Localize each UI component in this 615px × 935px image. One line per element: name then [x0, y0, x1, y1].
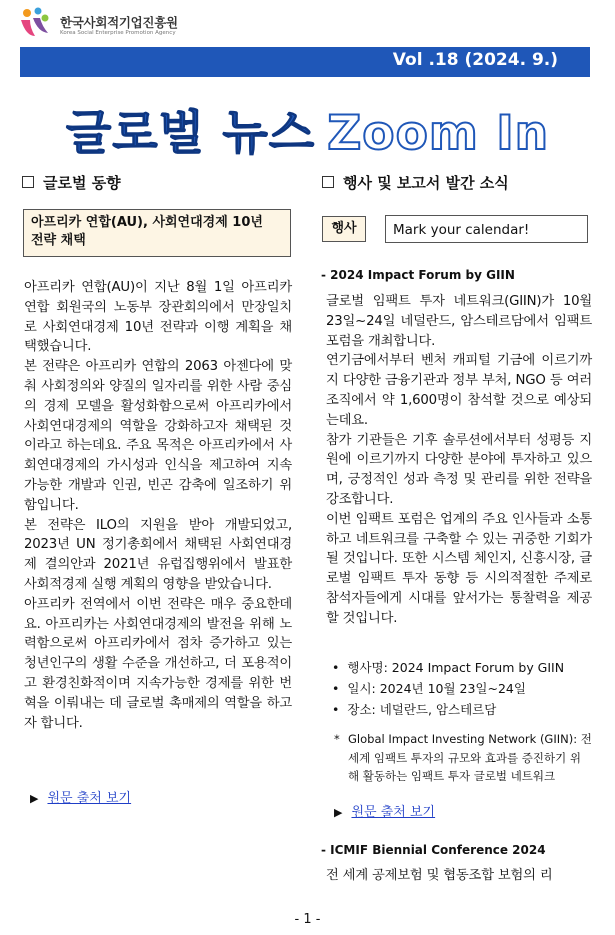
paragraph: 아프리카 전역에서 이번 전략은 매우 중요한데요. 아프리카는 사회연대경제의 발전을 위해 노력함으로써 아프리카에서 점차 증가하고 있는 청년인구의 생활 수준을 개선하고, 더 포용적이고 환경친화적이며 지속가능한 경제를 위한 번혁을 이뤄내는 데 글로벌 촉매제의 역할을 하고자 합니다.: [24, 596, 292, 731]
source-link-right[interactable]: 원문 출처 보기: [351, 805, 436, 820]
event-details-list: [332, 657, 564, 720]
event-title-giin: - 2024 Impact Forum by GIIN: [321, 268, 515, 282]
article-title: 아프리카 연합(AU), 사회연대경제 10년 전략 채택: [23, 209, 291, 257]
org-name: 한국사회적기업진흥원: [60, 15, 178, 30]
list-item: • 행사명: 2024 Impact Forum by GIIN: [332, 657, 564, 678]
section-heading-global-trends: 글로벌 동향: [22, 172, 121, 193]
org-subtitle: Korea Social Enterprise Promotion Agency: [60, 30, 176, 36]
triangle-right-icon: ▶: [30, 792, 39, 805]
checkbox-square-icon: [22, 176, 34, 188]
paragraph: 이번 임팩트 포럼은 업계의 주요 인사들과 소통하고 네트워크를 구축할 수 있는 귀중한 기회가 될 것입니다. 또한 시스템 체인지, 신흥시장, 글로벌 임팩트 투자 동향 등 시의적절한 주제로 참석자들에게 시대를 앞서가는 통찰력을 제공할 것입니다.: [326, 511, 592, 626]
paragraph: 글로벌 임팩트 투자 네트워크(GIIN)가 10월 23일~24일 네덜란드, 암스테르담에서 임팩트 포럼을 개최합니다.: [326, 294, 592, 349]
paragraph: 참가 기관들은 기후 솔루션에서부터 성평등 지원에 이르기까지 다양한 분야에 투자하고 있으며, 긍정적인 성과 측정 및 관리를 위한 전략을 강조합니다.: [326, 432, 592, 507]
event-tag: 행사: [322, 216, 366, 242]
section-heading-events: 행사 및 보고서 발간 소식: [322, 172, 509, 193]
source-link-row-left: [30, 787, 131, 806]
kosea-emblem-icon: [18, 6, 52, 40]
paragraph: 본 전략은 아프리카 연합의 2063 아젠다에 맞춰 사회정의와 양질의 일자리를 위한 사람 중심의 경제 모델을 활성화함으로써 아프리카에서 사회연대경제의 역할을 강화하고자 채택된 것이라고 하는데요. 주요 목적은 아프리카에서 사회연대경제의 가시성과 인식을 제고하여 지속가능한 개발과 인권, 빈곤 감축에 일조하기 위함입니다.: [24, 359, 292, 513]
banner-korean-title: 글로벌 뉴스: [65, 106, 316, 161]
list-item: • 일시: 2024년 10월 23일~24일: [332, 678, 564, 699]
banner-english-title: Zoom In: [327, 106, 550, 161]
list-item: • 장소: 네덜란드, 암스테르담: [332, 699, 564, 720]
event-title-icmif: - ICMIF Biennial Conference 2024: [321, 843, 546, 857]
page-number: - 1 -: [294, 912, 321, 927]
source-link-row-right: [334, 801, 435, 820]
kosea-logo: [18, 6, 238, 40]
asterisk: *: [334, 732, 340, 746]
calendar-box: Mark your calendar!: [385, 215, 588, 243]
newsletter-banner: [0, 96, 615, 163]
triangle-right-icon: ▶: [334, 806, 343, 819]
paragraph: 본 전략은 ILO의 지원을 받아 개발되었고, 2023년 UN 정기총회에서 채택된 사회연대경제 결의안과 2021년 유럽집행위에서 발표한 사회적경제 실행 계획의 영향을 받았습니다.: [24, 517, 292, 592]
paragraph: 연기금에서부터 벤처 캐피털 기금에 이르기까지 다양한 금융기관과 정부 부처, NGO 등 여러 조직에서 약 1,600명이 참석할 것으로 예상되는데요.: [326, 353, 592, 428]
volume-bar: [20, 47, 590, 77]
event-body-icmif: 전 세계 공제보험 및 협동조합 보험의 리: [326, 868, 553, 883]
event-body-giin: [326, 292, 592, 629]
article-body: [24, 278, 292, 733]
checkbox-square-icon: [322, 176, 334, 188]
giin-footnote: * Global Impact Investing Network (GIIN): 전 세계 임팩트 투자의 규모와 효과를 증진하기 위해 활동하는 임팩트 투자 글로벌 네트워크: [334, 732, 592, 783]
source-link-left[interactable]: 원문 출처 보기: [47, 791, 132, 806]
volume-label: Vol .18 (2024. 9.): [392, 50, 558, 70]
paragraph: 아프리카 연합(AU)이 지난 8월 1일 아프리카 연합 회원국의 노동부 장관회의에서 만장일치로 사회연대경제 10년 전략과 이행 계획을 채택했습니다.: [24, 280, 292, 355]
